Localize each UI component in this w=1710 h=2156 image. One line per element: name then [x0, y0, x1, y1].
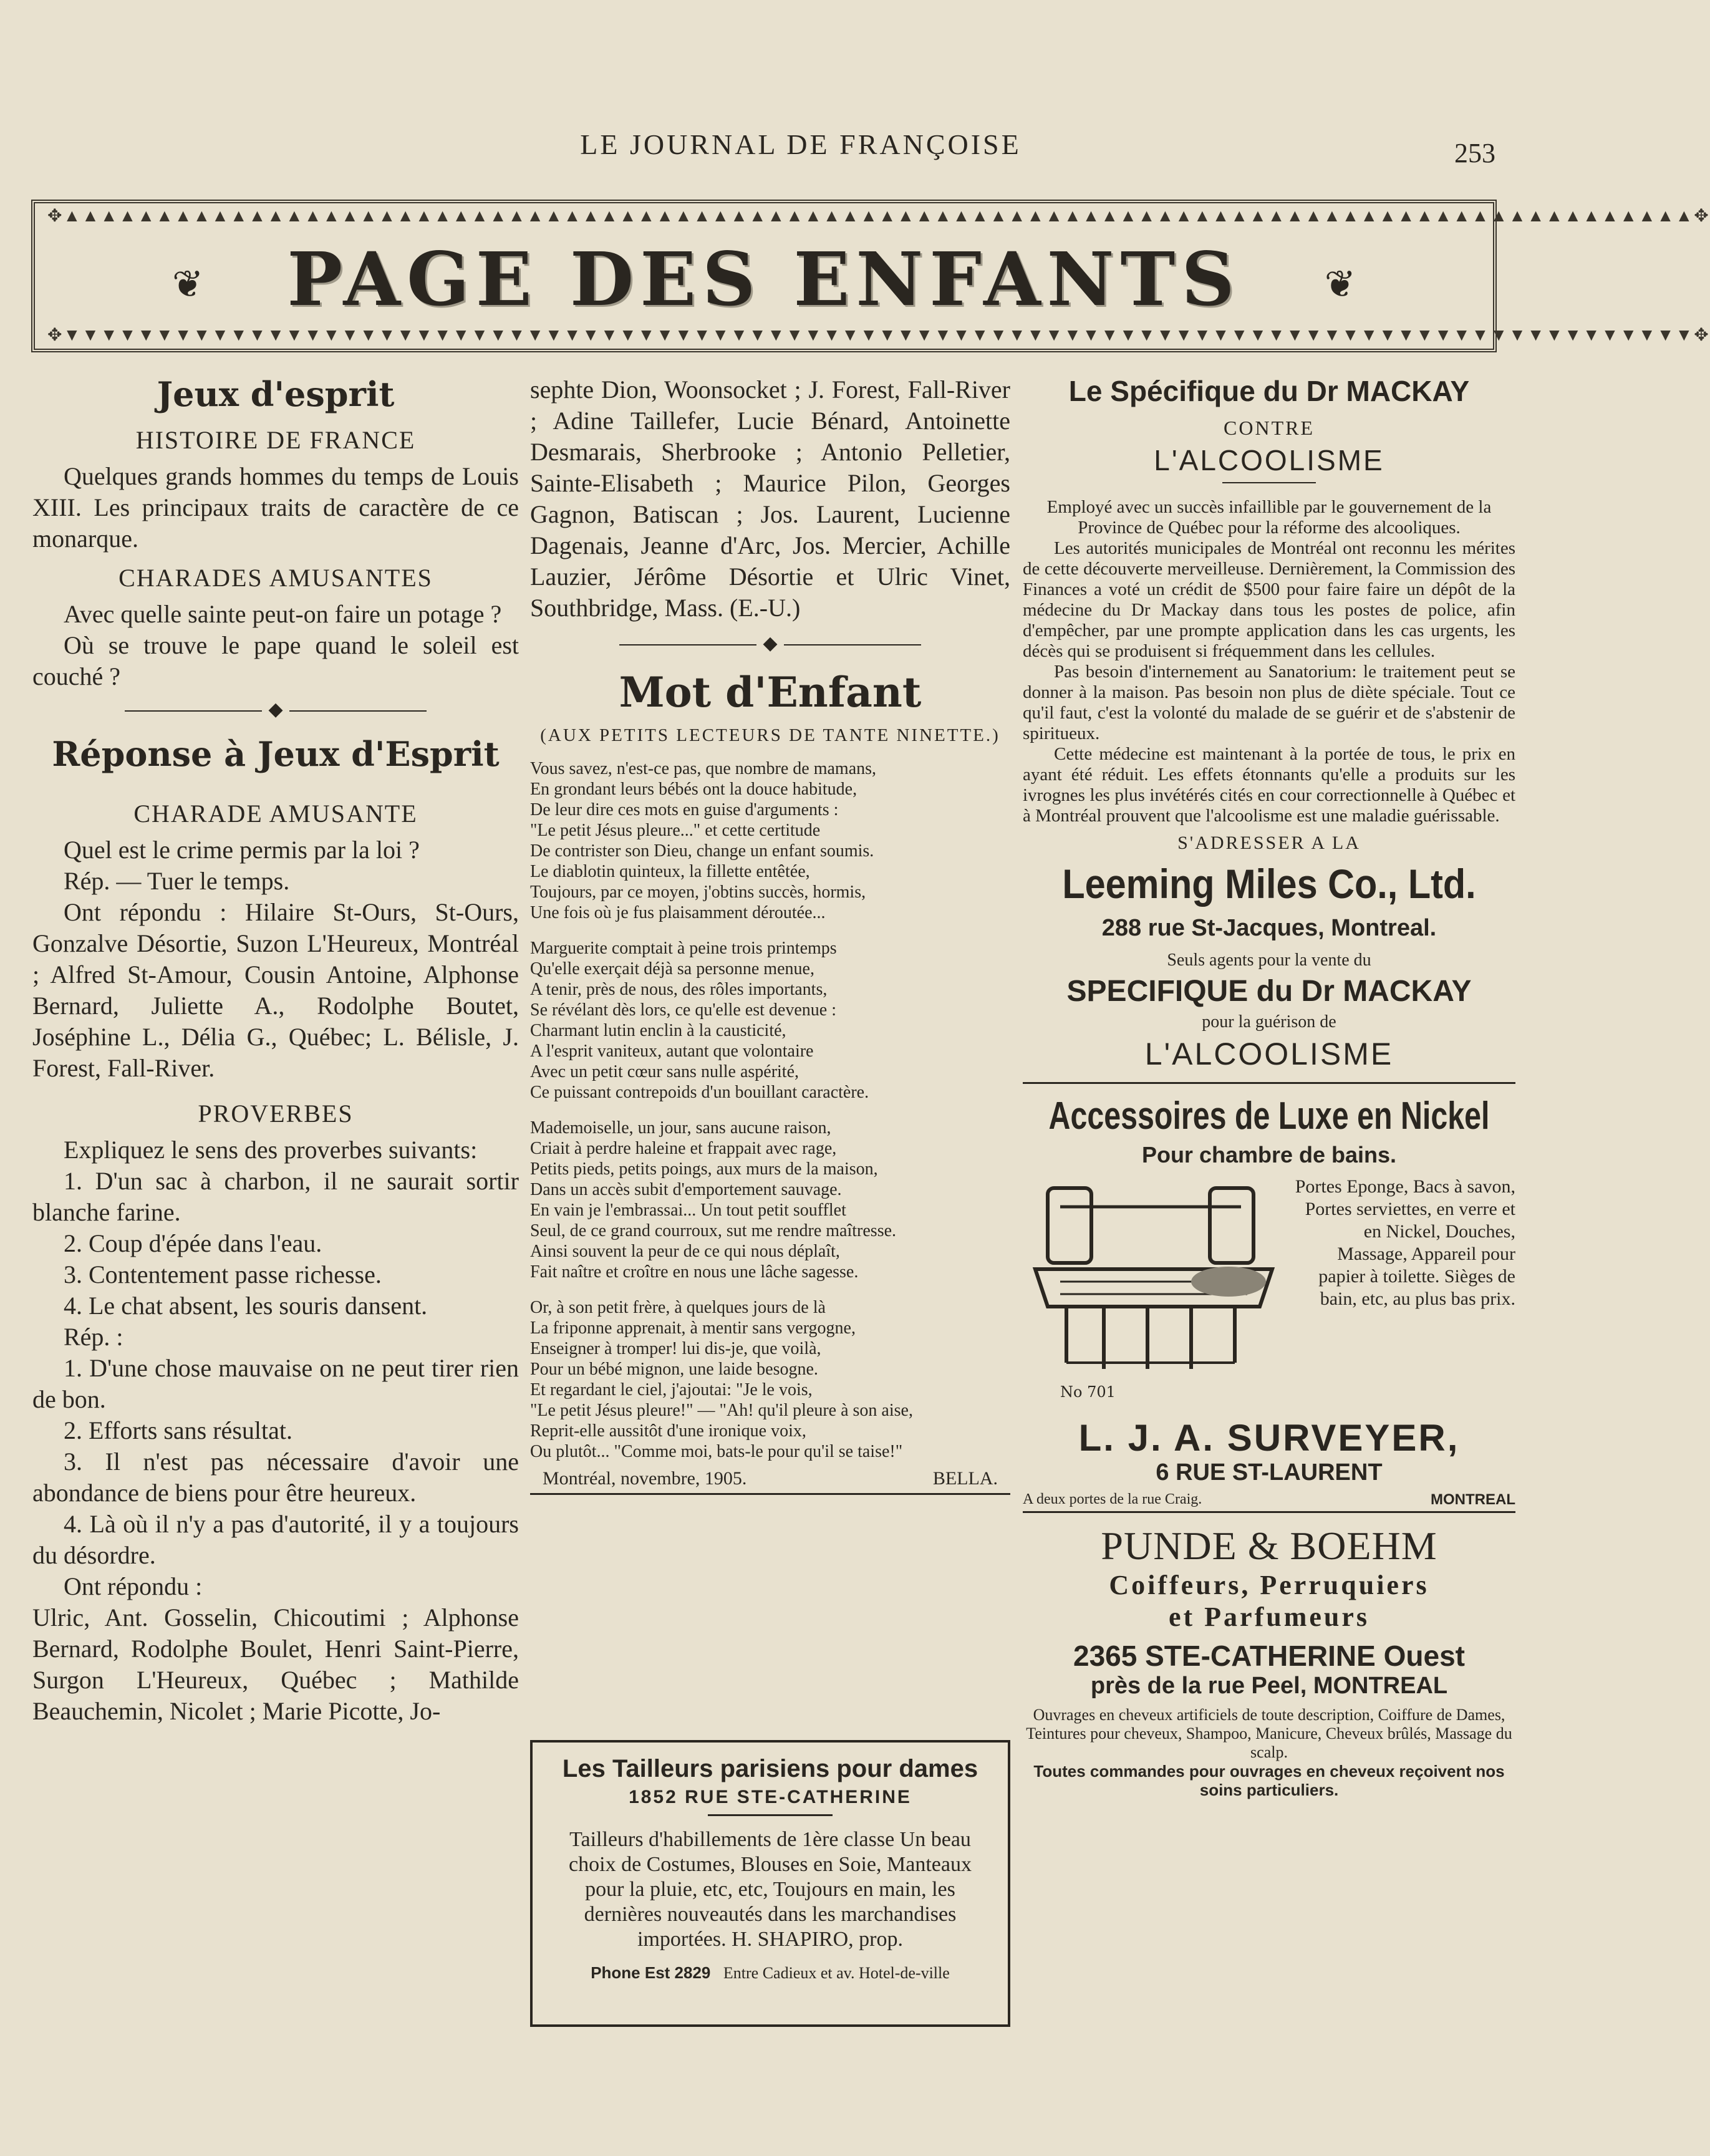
punde-subtitle: et Parfumeurs	[1168, 1602, 1369, 1632]
charade-question: Avec quelle sainte peut-on faire un potage ?	[64, 600, 502, 628]
reponse-item: 4. Là où il n'y a pas d'autorité, il y a toujours du désordre.	[32, 1510, 519, 1569]
tailleurs-body: Tailleurs d'habillements de 1ère classe Un beau choix de Costumes, Blouses en Soie, Manteaux pour la pluie, etc, etc, Toujours en main, les dernières nouveautés dans les marchandises importées. H. SHAPIRO, prop.	[569, 1828, 972, 1951]
punde-address: 2365 STE-CATHERINE Ouest	[1073, 1640, 1465, 1672]
poem-line: Et regardant le ciel, j'ajoutai: "Je le vois,	[530, 1380, 813, 1399]
divider	[1023, 1082, 1515, 1084]
poem-line: Marguerite comptait à peine trois printemps	[530, 939, 837, 958]
poem-line: Toujours, par ce moyen, j'obtins succès, hormis,	[530, 882, 866, 902]
poem-line: De leur dire ces mots en guise d'arguments :	[530, 800, 839, 819]
accessoires-subtitle: Pour chambre de bains.	[1141, 1142, 1397, 1167]
column-left	[32, 374, 519, 1727]
running-title: LE JOURNAL DE FRANÇOISE	[580, 128, 1022, 160]
poem-line: Dans un accès subit d'emportement sauvage.	[530, 1180, 842, 1199]
poem-line: Reprit-elle aussitôt d'une ironique voix,	[530, 1421, 806, 1441]
poem-line: Ainsi souvent la peur de ce qui nous déplaît,	[530, 1242, 840, 1261]
divider	[1222, 482, 1316, 483]
poem-line: Pour un bébé mignon, une laide besogne.	[530, 1360, 818, 1379]
poem-signoff	[530, 1468, 1010, 1495]
charades-title: CHARADES AMUSANTES	[118, 564, 433, 592]
reponse-item: 2. Efforts sans résultat.	[64, 1416, 292, 1444]
surveyer-city: MONTREAL	[1431, 1491, 1515, 1508]
spec-paragraph: Employé avec un succès infaillible par le gouvernement de la Province de Québec pour la réforme des alcooliques.	[1046, 497, 1492, 538]
poem-line: En grondant leurs bébés ont la douce habitude,	[530, 780, 857, 799]
tailleurs-title: Les Tailleurs parisiens pour dames	[562, 1755, 978, 1782]
poem-line: Charmant lutin enclin à la causticité,	[530, 1021, 786, 1040]
surveyer-near: A deux portes de la rue Craig.	[1023, 1491, 1202, 1507]
reponse-item: 1. D'une chose mauvaise on ne peut tirer rien de bon.	[32, 1354, 519, 1413]
poem-line: Vous savez, n'est-ce pas, que nombre de mamans,	[530, 759, 877, 778]
banner-ornament-top: ✥▲▲▲▲▲▲▲▲▲▲▲▲▲▲▲▲▲▲▲▲▲▲▲▲▲▲▲▲▲▲▲▲▲▲▲▲▲▲▲▲▲▲▲▲▲▲▲▲▲▲▲▲▲▲▲▲▲▲▲▲▲▲▲▲▲▲▲▲▲▲▲▲▲▲▲▲▲▲▲▲▲▲▲▲▲▲▲▲✥	[47, 206, 1710, 226]
tailleurs-location: Entre Cadieux et av. Hotel-de-ville	[723, 1964, 950, 1982]
poem-line: Le diablotin quinteux, la fillette entêtée,	[530, 862, 810, 881]
divider: ◆	[32, 699, 519, 720]
tailleurs-phone-line	[558, 1963, 983, 1983]
seuls-agents: Seuls agents pour la vente du	[1167, 950, 1371, 970]
surveyer-footer	[1023, 1491, 1515, 1509]
poem-line: "Le petit Jésus pleure!" — "Ah! qu'il pleure à son aise,	[530, 1401, 913, 1420]
poem-line: La friponne apprenait, à mentir sans vergogne,	[530, 1318, 856, 1338]
histoire-title: HISTOIRE DE FRANCE	[135, 426, 416, 454]
proverbe-item: 3. Contentement passe richesse.	[64, 1260, 382, 1288]
spec-paragraph: Cette médecine est maintenant à la portée de tous, le prix en ayant été réduit. Les effets étonnants qu'elle a produits sur les ivrognes les plus invétérés cités en cour correctionnelle à Québec et à Montréal prouvent que l'alcoolisme est une maladie guérissable.	[1023, 744, 1515, 826]
poem-line: Ce puissant contrepoids d'un bouillant caractère.	[530, 1083, 869, 1102]
poem-line: Criait à perdre haleine et frappait avec rage,	[530, 1139, 837, 1158]
tailleurs-address: 1852 RUE STE-CATHERINE	[629, 1787, 912, 1807]
punde-near: près de la rue Peel, MONTREAL	[1090, 1673, 1448, 1699]
charade-reponse: Rép. — Tuer le temps.	[64, 867, 290, 895]
surveyer-name: L. J. A. SURVEYER,	[1078, 1417, 1460, 1459]
poem-stanza	[530, 758, 1010, 923]
accessoires-body	[1023, 1176, 1515, 1413]
ont-label: Ont répondu :	[64, 1572, 203, 1600]
page-banner	[31, 200, 1710, 352]
poem-line: Se révélant dès lors, ce qu'elle est devenue :	[530, 1000, 836, 1020]
tailleurs-phone: Phone Est 2829	[591, 1963, 711, 1982]
poem-line: A l'esprit vaniteux, autant que volontaire	[530, 1042, 814, 1061]
poem-line: Ou plutôt... "Comme moi, bats-le pour qu'il se taise!"	[530, 1442, 903, 1461]
charade-respondents: Ont répondu : Hilaire St-Ours, St-Ours, Gonzalve Désortie, Suzon L'Heureux, Montréal ; Alfred St-Amour, Cousin Antoine, Alphonse Bernard, Juliette A., Rodolphe Boutet, Joséphine L., Délia G., Québec; L. Bélisle, J. Forest, Fall-River.	[32, 898, 519, 1082]
poem-line: Fait naître et croître en nous une lâche sagesse.	[530, 1262, 859, 1282]
divider	[708, 1814, 833, 1816]
respondents-continued: sephte Dion, Woonsocket ; J. Forest, Fall-River ; Adine Taillefer, Lucie Bénard, Antoinette Desmarais, Sherbrooke ; Antonio Pelletier, Sainte-Elisabeth ; Maurice Pilon, Georges Gagnon, Batiscan ; Jos. Laurent, Lucienne Dagenais, Jeanne d'Arc, Jos. Mercier, Achille Lauzier, Jérôme Désortie et Ulric Vinet, Southbridge, Mass. (E.-U.)	[530, 375, 1010, 622]
proverbes-intro: Expliquez le sens des proverbes suivants:	[64, 1136, 478, 1164]
punde-subtitle: Coiffeurs, Perruquiers	[1109, 1570, 1429, 1600]
proverbes-title: PROVERBES	[198, 1100, 354, 1128]
poem-line: Petits pieds, petits poings, aux murs de la maison,	[530, 1159, 878, 1179]
poem-stanza	[530, 938, 1010, 1103]
accessoires-text: Portes Eponge, Bacs à savon, Portes serviettes, en verre et en Nickel, Douches, Massage, Appareil pour papier à toilette. Sièges de bain, etc, au plus bas prix.	[1295, 1176, 1515, 1309]
mot-title: Mot d'Enfant	[619, 668, 922, 717]
alcoolisme-bottom: L'ALCOOLISME	[1144, 1037, 1394, 1071]
column-right	[1023, 374, 1515, 1799]
histoire-text: Quelques grands hommes du temps de Louis XIII. Les principaux traits de caractère de ce monarque.	[32, 462, 519, 553]
poem-line: Seul, de ce grand courroux, sut me rendre maîtresse.	[530, 1221, 897, 1240]
proverbe-item: 2. Coup d'épée dans l'eau.	[64, 1229, 322, 1257]
poem-line: Une fois où je fus plaisamment déroutée...	[530, 903, 826, 922]
mot-subtitle: (AUX PETITS LECTEURS DE TANTE NINETTE.)	[540, 725, 1000, 745]
spec-title: Le Spécifique du Dr MACKAY	[1068, 375, 1470, 407]
leeming-address: 288 rue St-Jacques, Montreal.	[1101, 915, 1437, 941]
poem-line: Enseigner à tromper! lui dis-je, que voilà,	[530, 1339, 821, 1358]
poem-stanza	[530, 1118, 1010, 1282]
punde-footer: Toutes commandes pour ouvrages en cheveux reçoivent nos soins particuliers.	[1033, 1762, 1505, 1799]
fleuron-icon: ❦	[1324, 264, 1356, 305]
respondent-names: Ulric, Ant. Gosselin, Chicoutimi ; Alphonse Bernard, Rodolphe Boulet, Henri Saint-Pierre, Surgon L'Heureux, Québec ; Mathilde Beauchemin, Nicolet ; Marie Picotte, Jo-	[32, 1603, 519, 1725]
page-number: 253	[1454, 138, 1495, 168]
item-number: No 701	[1060, 1383, 1116, 1401]
divider	[1023, 1511, 1515, 1513]
reponse-title: Réponse à Jeux d'Esprit	[52, 734, 500, 774]
proverbe-item: 4. Le chat absent, les souris dansent.	[64, 1292, 428, 1320]
tailleurs-ad	[530, 1740, 1010, 2027]
banner-ornament-bottom: ✥▼▼▼▼▼▼▼▼▼▼▼▼▼▼▼▼▼▼▼▼▼▼▼▼▼▼▼▼▼▼▼▼▼▼▼▼▼▼▼▼▼▼▼▼▼▼▼▼▼▼▼▼▼▼▼▼▼▼▼▼▼▼▼▼▼▼▼▼▼▼▼▼▼▼▼▼▼▼▼▼▼▼▼▼▼▼▼▼✥	[47, 326, 1710, 345]
spec-contre: CONTRE	[1224, 417, 1315, 439]
column-middle	[530, 374, 1010, 1495]
accessoires-title: Accessoires de Luxe en Nickel	[1048, 1095, 1490, 1138]
poem-stanza	[530, 1297, 1010, 1462]
proverbe-item: 1. D'un sac à charbon, il ne saurait sortir blanche farine.	[32, 1167, 519, 1226]
surveyer-address: 6 RUE ST-LAURENT	[1156, 1459, 1383, 1486]
poem-line: Or, à son petit frère, à quelques jours de là	[530, 1298, 826, 1317]
reponse-item: 3. Il n'est pas nécessaire d'avoir une abondance de biens pour être heureux.	[32, 1448, 519, 1507]
leeming-name: Leeming Miles Co., Ltd.	[1062, 861, 1476, 907]
poem-line: "Le petit Jésus pleure..." et cette certitude	[530, 821, 821, 840]
jeux-title: Jeux d'esprit	[157, 374, 395, 414]
punde-body: Ouvrages en cheveux artificiels de toute description, Coiffure de Dames, Teintures pour cheveux, Shampoo, Manicure, Cheveux brûlés, Massage du scalp.	[1026, 1706, 1512, 1761]
specifique-title: SPECIFIQUE du Dr MACKAY	[1066, 975, 1472, 1008]
spec-paragraph: Pas besoin d'internement au Sanatorium: le traitement peut se donner à la maison. Pas besoin non plus de diète spéciale. Tout ce qu'il faut, c'est la volonté du malade de se guérir et de s'abstenir de spiritueux.	[1023, 662, 1515, 743]
poem-line: Mademoiselle, un jour, sans aucune raison,	[530, 1118, 831, 1138]
divider: ◆	[530, 632, 1010, 654]
poem-line: De contrister son Dieu, change un enfant soumis.	[530, 841, 874, 861]
charade-title: CHARADE AMUSANTE	[133, 800, 418, 828]
poem-line: Qu'elle exerçait déjà sa personne menue,	[530, 959, 814, 979]
poem-line: A tenir, près de nous, des rôles importants,	[530, 980, 828, 999]
spec-paragraph: Les autorités municipales de Montréal ont reconnu les mérites de cette découverte merveilleuse. Dernièrement, la Commission des Finances a voté un crédit de $500 pour faire faire un dépôt de la médecine du Dr Mackay dans tous les postes de police, afin d'empêcher, par une prompte application dans les cas urgents, les décès qui se produisent si fréquemment dans les cellules.	[1023, 538, 1515, 661]
banner-title: PAGE DES ENFANTS	[287, 236, 1241, 322]
charade-question: Quel est le crime permis par la loi ?	[64, 836, 420, 864]
pour-guerison: pour la guérison de	[1202, 1012, 1336, 1032]
signoff-place: Montréal, novembre, 1905.	[543, 1468, 747, 1489]
signoff-name: BELLA.	[932, 1468, 998, 1489]
bath-rack-icon	[1023, 1176, 1285, 1413]
sadresser: S'ADRESSER A LA	[1177, 833, 1361, 853]
poem-line: En vain je l'embrassai... Un tout petit soufflet	[530, 1201, 846, 1220]
punde-name: PUNDE & BOEHM	[1101, 1524, 1437, 1568]
rep-label: Rép. :	[64, 1323, 123, 1351]
spec-alcoolisme: L'ALCOOLISME	[1154, 444, 1384, 476]
fleuron-icon: ❦	[172, 264, 204, 305]
charade-question: Où se trouve le pape quand le soleil est couché ?	[32, 631, 519, 690]
poem-line: Avec un petit cœur sans nulle aspérité,	[530, 1062, 799, 1081]
